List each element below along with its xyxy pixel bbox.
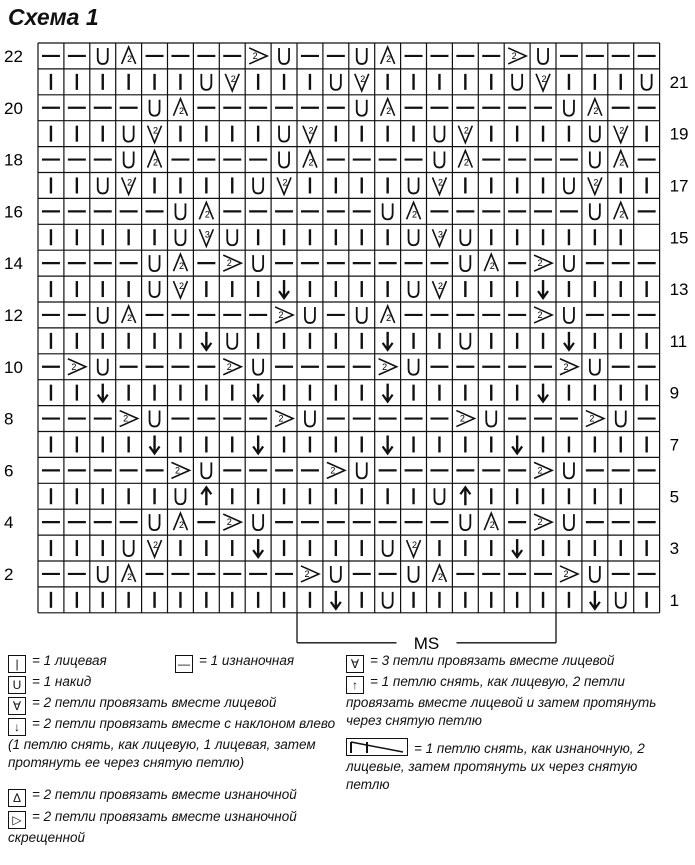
row-label-right: 1 — [669, 590, 680, 610]
row-label-left: 20 — [4, 98, 23, 118]
stitch-cell — [279, 280, 289, 298]
svg-text:2: 2 — [153, 540, 159, 551]
stitch-cell — [383, 203, 393, 219]
stitch-cell — [173, 513, 187, 530]
legend-sk2p — [346, 673, 686, 730]
stitch-cell — [616, 411, 626, 427]
stitch-cell — [173, 281, 187, 298]
row-label-left: 22 — [4, 46, 23, 66]
legend-text: = 1 лицевая — [32, 653, 107, 668]
stitch-cell — [534, 307, 552, 323]
stitch-cell — [538, 384, 548, 402]
k3tog-icon: ∀ — [346, 655, 364, 673]
svg-text:2: 2 — [489, 261, 495, 272]
stitch-cell — [590, 566, 600, 582]
p2tog-tbl-icon: ▷ — [8, 811, 26, 829]
svg-text:2: 2 — [593, 177, 599, 188]
svg-text:2: 2 — [412, 209, 418, 220]
stitch-cell — [383, 540, 393, 556]
stitch-cell — [409, 177, 419, 193]
stitch-cell — [227, 229, 237, 245]
stitch-cell — [253, 539, 263, 557]
stitch-cell — [122, 565, 136, 582]
legend-text: = 1 накид — [32, 674, 92, 689]
stitch-cell — [150, 255, 160, 271]
svg-text:2: 2 — [127, 53, 133, 64]
stitch-cell — [458, 126, 472, 143]
stitch-cell — [223, 255, 241, 271]
svg-text:2: 2 — [563, 361, 569, 372]
stitch-cell — [98, 177, 108, 193]
svg-text:3: 3 — [204, 229, 210, 240]
svg-text:2: 2 — [282, 177, 288, 188]
stitch-cell — [253, 359, 263, 375]
svg-text:2: 2 — [437, 571, 443, 582]
stitch-cell — [456, 411, 474, 427]
stitch-cell — [383, 592, 393, 608]
stitch-cell — [279, 48, 289, 64]
row-label-left: 2 — [4, 564, 14, 584]
ms-label: MS — [413, 633, 440, 650]
stitch-cell — [201, 74, 211, 90]
legend-knit — [8, 652, 107, 673]
svg-text:2: 2 — [386, 53, 392, 64]
stitch-cell — [249, 48, 267, 64]
svg-text:2: 2 — [382, 361, 388, 372]
stitch-cell — [586, 411, 604, 427]
stitch-cell — [460, 487, 470, 505]
stitch-cell — [590, 203, 600, 219]
legend-text: = 1 изнаночная — [199, 653, 295, 668]
stitch-cell — [355, 74, 369, 91]
row-label-right: 19 — [669, 124, 689, 144]
p2tog-icon: Δ — [8, 789, 26, 807]
stitch-cell — [331, 566, 341, 582]
stitch-cell — [614, 202, 628, 219]
stitch-cell — [201, 332, 211, 350]
row-label-right: 15 — [669, 228, 689, 248]
stitch-cell — [173, 254, 187, 271]
stitch-cell — [460, 333, 470, 349]
svg-text:2: 2 — [489, 520, 495, 531]
stitch-cell — [253, 384, 263, 402]
stitch-cell — [199, 202, 213, 219]
svg-text:2: 2 — [174, 465, 180, 476]
legend-p2tog-tbl — [8, 808, 338, 847]
svg-text:2: 2 — [204, 209, 210, 220]
stitch-cell — [122, 306, 136, 323]
legend-slip-pass — [346, 738, 681, 794]
stitch-cell — [305, 307, 315, 323]
stitch-cell — [383, 332, 393, 350]
stitch-cell — [407, 540, 421, 557]
chart-grid — [38, 43, 660, 613]
svg-text:2: 2 — [537, 309, 543, 320]
stitch-cell — [486, 411, 496, 427]
row-label-left: 14 — [4, 254, 23, 274]
legend-text: = 2 петли провязать вместе с наклоном влево (1 петлю снять, как лицевую, 1 лицевая, затем протянуть ее через снятую петлю) — [8, 716, 336, 770]
stitch-cell — [357, 48, 367, 64]
stitch-cell — [409, 359, 419, 375]
svg-text:2: 2 — [537, 465, 543, 476]
svg-text:3: 3 — [437, 229, 443, 240]
stitch-cell — [383, 384, 393, 402]
stitch-cell — [331, 591, 341, 609]
row-label-right: 7 — [669, 435, 680, 455]
row-label-right: 11 — [669, 331, 688, 351]
svg-text:2: 2 — [252, 50, 258, 61]
svg-text:2: 2 — [437, 281, 443, 292]
stitch-cell — [303, 126, 317, 143]
svg-text:2: 2 — [71, 361, 77, 372]
stitch-cell — [588, 177, 602, 194]
legend-k3tog — [346, 652, 691, 673]
legend-purl — [175, 652, 294, 673]
stitch-cell — [564, 255, 574, 271]
svg-text:2: 2 — [304, 568, 310, 579]
stitch-cell — [357, 307, 367, 323]
row-label-right: 3 — [669, 539, 680, 559]
svg-text:2: 2 — [308, 157, 314, 168]
stitch-cell — [460, 229, 470, 245]
svg-text:2: 2 — [386, 105, 392, 116]
row-label-right: 5 — [669, 487, 680, 507]
stitch-cell — [432, 229, 446, 246]
stitch-cell — [407, 202, 421, 219]
stitch-cell — [564, 514, 574, 530]
stitch-cell — [564, 177, 574, 193]
legend-text: = 1 петлю снять, как изнаночную, 2 лицевые, затем протянуть их через снятую петлю — [346, 741, 645, 792]
stitch-cell — [460, 514, 470, 530]
stitch-cell — [201, 462, 211, 478]
stitch-cell — [432, 177, 446, 194]
stitch-cell — [301, 566, 319, 582]
svg-text:2: 2 — [537, 258, 543, 269]
svg-text:2: 2 — [537, 517, 543, 528]
stitch-cell — [253, 177, 263, 193]
stitch-cell — [614, 151, 628, 168]
stitch-cell — [590, 591, 600, 609]
row-label-left: 6 — [4, 461, 14, 481]
stitch-cell — [432, 565, 446, 582]
svg-text:2: 2 — [463, 157, 469, 168]
stitch-cell — [616, 592, 626, 608]
stitch-cell — [590, 126, 600, 142]
legend-text: = 2 петли провязать вместе изнаночной — [32, 787, 297, 802]
legend-ssk — [8, 715, 338, 772]
svg-text:2: 2 — [330, 465, 336, 476]
stitch-cell — [381, 99, 395, 116]
stitch-cell — [253, 255, 263, 271]
svg-text:2: 2 — [541, 73, 547, 84]
stitch-cell — [122, 47, 136, 64]
stitch-cell — [564, 307, 574, 323]
stitch-cell — [614, 126, 628, 143]
stitch-cell — [201, 487, 211, 505]
stitch-cell — [534, 514, 552, 530]
stitch-cell — [223, 514, 241, 530]
row-label-right: 9 — [669, 383, 680, 403]
stitch-cell — [409, 229, 419, 245]
k2tog-icon: ∀ — [8, 697, 26, 715]
svg-text:2: 2 — [153, 125, 159, 136]
stitch-cell — [432, 281, 446, 298]
stitch-cell — [409, 281, 419, 297]
svg-text:2: 2 — [226, 361, 232, 372]
stitch-cell — [534, 255, 552, 271]
stitch-cell — [122, 177, 136, 194]
slip-pass-icon — [346, 738, 408, 756]
stitch-cell — [124, 540, 134, 556]
row-label-left: 16 — [4, 202, 23, 222]
stitch-cell — [536, 74, 550, 91]
stitch-cell — [98, 359, 108, 375]
stitch-cell — [279, 126, 289, 142]
stitch-cell — [381, 306, 395, 323]
svg-text:2: 2 — [278, 309, 284, 320]
stitch-cell — [98, 48, 108, 64]
stitch-cell — [120, 411, 138, 427]
legend-text: = 3 петли провязать вместе лицевой — [370, 653, 615, 668]
stitch-cell — [225, 74, 239, 91]
stitch-cell — [383, 435, 393, 453]
stitch-cell — [277, 177, 291, 194]
row-label-right: 21 — [669, 72, 689, 92]
svg-text:2: 2 — [178, 520, 184, 531]
stitch-cell — [173, 99, 187, 116]
stitch-cell — [253, 435, 263, 453]
svg-text:2: 2 — [619, 125, 625, 136]
legend-k2tog — [8, 694, 338, 715]
sk2p-arrow-icon: ↑ — [346, 676, 364, 694]
chart-title: Схема 1 — [8, 4, 99, 30]
stitch-cell — [434, 152, 444, 168]
stitch-cell — [150, 281, 160, 297]
stitch-cell — [357, 100, 367, 116]
ms-bracket — [297, 613, 556, 650]
stitch-cell — [512, 435, 522, 453]
row-label-left: 18 — [4, 150, 23, 170]
row-label-left: 4 — [4, 513, 14, 533]
stitch-cell — [148, 151, 162, 168]
stitch-cell — [534, 462, 552, 478]
stitch-cell — [124, 126, 134, 142]
stitch-cell — [590, 359, 600, 375]
stitch-cell — [98, 384, 108, 402]
row-label-right: 13 — [669, 280, 689, 300]
stitch-cell — [458, 151, 472, 168]
stitch-cell — [227, 333, 237, 349]
svg-text:2: 2 — [153, 157, 159, 168]
stitch-cell — [379, 359, 397, 375]
stitch-cell — [223, 359, 241, 375]
stitch-cell — [150, 435, 160, 453]
stitch-cell — [484, 513, 498, 530]
stitch-cell — [303, 151, 317, 168]
yarn-over-icon: U — [8, 676, 26, 694]
stitch-cell — [98, 566, 108, 582]
stitch-cell — [590, 152, 600, 168]
svg-text:2: 2 — [278, 413, 284, 424]
legend-p2tog — [8, 786, 338, 807]
stitch-cell — [275, 307, 293, 323]
stitch-cell — [588, 99, 602, 116]
svg-text:2: 2 — [386, 312, 392, 323]
stitch-cell — [484, 254, 498, 271]
stitch-cell — [327, 462, 345, 478]
stitch-cell — [150, 100, 160, 116]
stitch-cell — [331, 74, 341, 90]
stitch-cell — [148, 540, 162, 557]
stitch-cell — [150, 514, 160, 530]
stitch-cell — [512, 74, 522, 90]
svg-text:2: 2 — [127, 177, 133, 188]
stitch-cell — [199, 229, 213, 246]
stitch-cell — [150, 411, 160, 427]
legend-text: = 2 петли провязать вместе лицевой — [32, 695, 277, 710]
stitch-cell — [564, 462, 574, 478]
svg-text:2: 2 — [178, 281, 184, 292]
stitch-cell — [148, 126, 162, 143]
svg-text:2: 2 — [459, 413, 465, 424]
svg-text:2: 2 — [619, 157, 625, 168]
stitch-cell — [68, 359, 86, 375]
stitch-cell — [538, 280, 548, 298]
svg-text:2: 2 — [123, 413, 129, 424]
row-label-right: 17 — [669, 176, 689, 196]
svg-text:2: 2 — [619, 209, 625, 220]
svg-text:2: 2 — [511, 50, 517, 61]
svg-text:2: 2 — [178, 261, 184, 272]
legend-text: = 2 петли провязать вместе изнаночной скрещенной — [8, 809, 297, 845]
stitch-cell — [564, 332, 574, 350]
svg-text:2: 2 — [127, 571, 133, 582]
stitch-cell — [560, 566, 578, 582]
stitch-cell — [538, 48, 548, 64]
stitch-cell — [253, 514, 263, 530]
stitch-cell — [508, 48, 526, 64]
svg-text:2: 2 — [412, 540, 418, 551]
svg-text:2: 2 — [127, 312, 133, 323]
row-label-left: 12 — [4, 305, 23, 325]
legend-text: = 1 петлю снять, как лицевую, 2 петли провязать вместе лицевой и затем протянуть через снятую петлю — [346, 674, 657, 728]
stitch-cell — [175, 203, 185, 219]
svg-text:2: 2 — [563, 568, 569, 579]
svg-text:2: 2 — [463, 125, 469, 136]
stitch-cell — [512, 539, 522, 557]
svg-text:2: 2 — [593, 105, 599, 116]
stitch-cell — [275, 411, 293, 427]
knit-icon: | — [8, 655, 26, 673]
purl-icon: — — [175, 655, 193, 673]
stitch-cell — [175, 229, 185, 245]
stitch-cell — [560, 359, 578, 375]
svg-text:2: 2 — [230, 73, 236, 84]
stitch-cell — [171, 462, 189, 478]
svg-text:2: 2 — [226, 517, 232, 528]
stitch-cell — [434, 126, 444, 142]
stitch-cell — [98, 307, 108, 323]
svg-text:2: 2 — [589, 413, 595, 424]
row-label-left: 10 — [4, 357, 23, 377]
row-label-left: 8 — [4, 409, 14, 429]
stitch-cell — [357, 462, 367, 478]
stitch-cell — [175, 488, 185, 504]
stitch-cell — [564, 100, 574, 116]
stitch-cell — [381, 47, 395, 64]
stitch-cell — [460, 255, 470, 271]
svg-text:2: 2 — [437, 177, 443, 188]
stitch-cell — [305, 411, 315, 427]
stitch-cell — [642, 74, 652, 90]
svg-text:2: 2 — [178, 105, 184, 116]
stitch-cell — [124, 152, 134, 168]
legend-yarnover — [8, 673, 91, 694]
ssk-arrow-icon: ↓ — [8, 718, 26, 736]
stitch-cell — [409, 566, 419, 582]
svg-text:2: 2 — [226, 258, 232, 269]
svg-text:2: 2 — [360, 73, 366, 84]
svg-text:2: 2 — [308, 125, 314, 136]
stitch-cell — [279, 152, 289, 168]
stitch-cell — [434, 488, 444, 504]
